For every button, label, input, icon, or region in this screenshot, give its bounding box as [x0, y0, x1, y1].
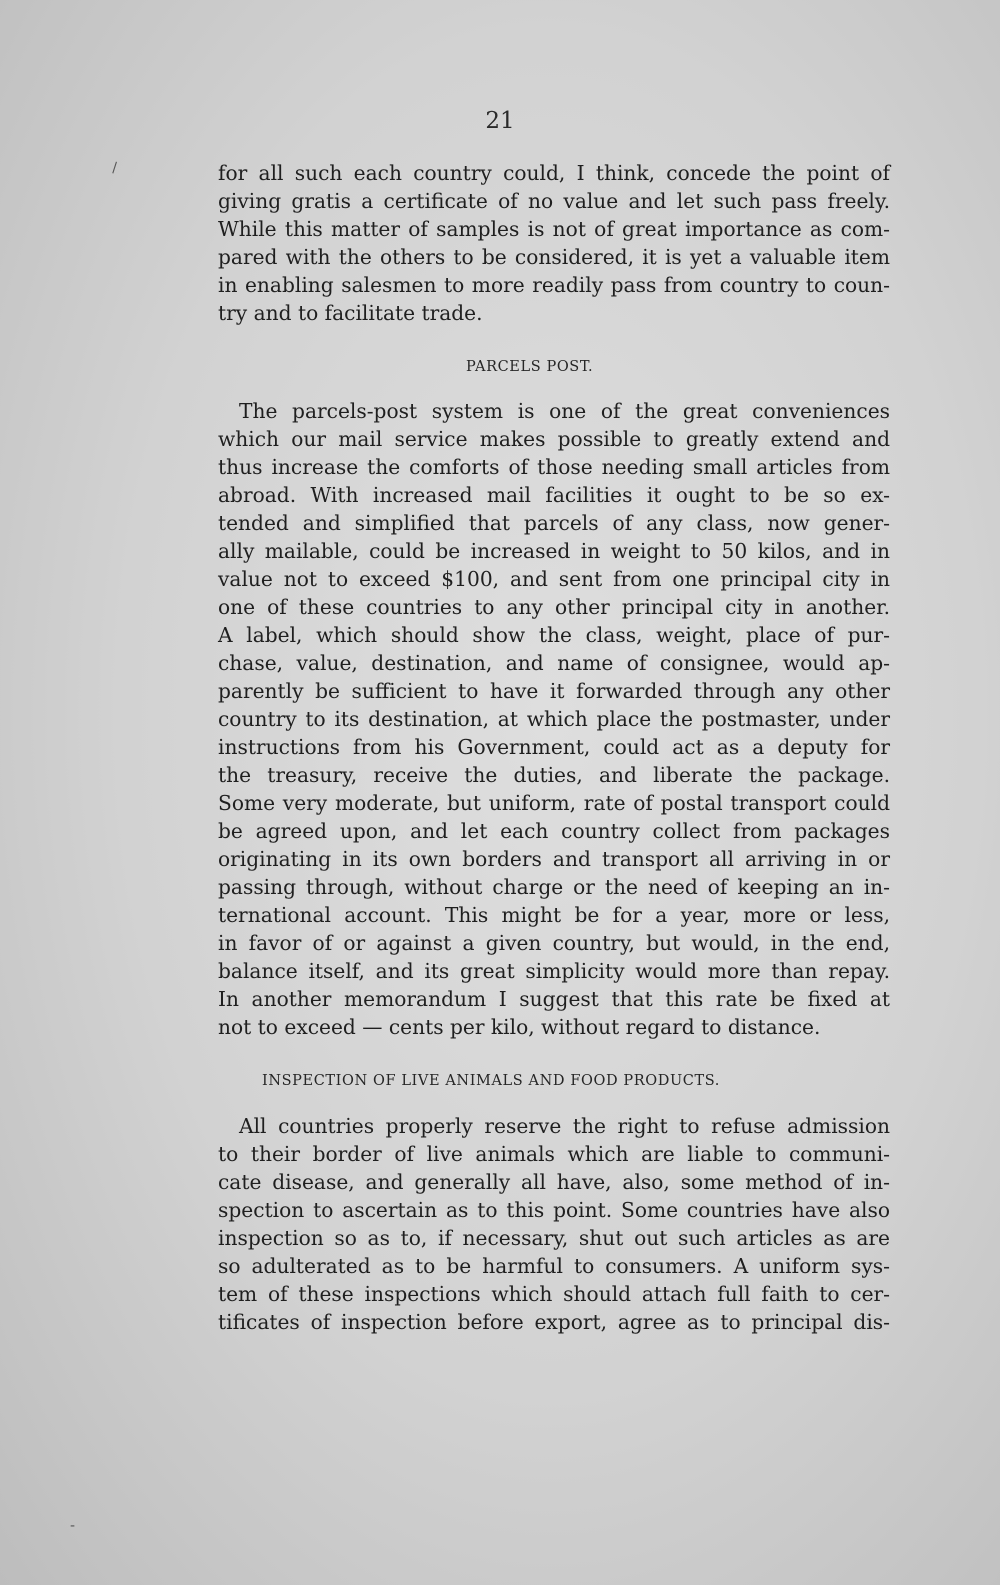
text-line: which our mail service makes possible to greatly extend and [218, 427, 890, 451]
text-line: passing through, without charge or the need of keeping an in- [218, 875, 890, 899]
text-line: in enabling salesmen to more readily pass from country to coun- [218, 273, 890, 297]
text-line: abroad. With increased mail facilities it ought to be so ex- [218, 483, 890, 507]
text-line: chase, value, destination, and name of consignee, would ap- [218, 651, 890, 675]
text-line: to their border of live animals which are liable to communi- [218, 1142, 890, 1166]
section-heading-parcels-post: PARCELS POST. [466, 359, 594, 375]
page-number: 21 [485, 108, 515, 134]
margin-mark: - [70, 1518, 76, 1534]
text-line: be agreed upon, and let each country collect from packages [218, 819, 890, 843]
text-line: the treasury, receive the duties, and liberate the package. [218, 763, 890, 787]
text-line: cate disease, and generally all have, also, some method of in- [218, 1170, 890, 1194]
text-line: so adulterated as to be harmful to consumers. A uniform sys- [218, 1254, 890, 1278]
text-line: ally mailable, could be increased in weight to 50 kilos, and in [218, 539, 890, 563]
text-line: not to exceed — cents per kilo, without regard to distance. [218, 1015, 821, 1039]
text-line: try and to facilitate trade. [218, 301, 483, 325]
text-line: originating in its own borders and transport all arriving in or [218, 847, 890, 871]
text-line: All countries properly reserve the right to refuse admission [239, 1114, 890, 1138]
text-line: value not to exceed $100, and sent from one principal city in [218, 567, 890, 591]
text-line: inspection so as to, if necessary, shut out such articles as are [218, 1226, 890, 1250]
text-line: ternational account. This might be for a year, more or less, [218, 903, 890, 927]
margin-mark: \ [107, 160, 121, 176]
text-line: country to its destination, at which place the postmaster, under [218, 707, 890, 731]
text-line: While this matter of samples is not of great importance as com- [218, 217, 890, 241]
text-line: tem of these inspections which should attach full faith to cer- [218, 1282, 890, 1306]
text-line: giving gratis a certificate of no value and let such pass freely. [218, 189, 890, 213]
text-line: in favor of or against a given country, but would, in the end, [218, 931, 890, 955]
text-line: one of these countries to any other principal city in another. [218, 595, 890, 619]
text-line: A label, which should show the class, weight, place of pur- [218, 623, 890, 647]
text-line: spection to ascertain as to this point. Some countries have also [218, 1198, 890, 1222]
text-line: instructions from his Government, could act as a deputy for [218, 735, 890, 759]
text-line: balance itself, and its great simplicity would more than repay. [218, 959, 890, 983]
text-line: The parcels-post system is one of the great conveniences [239, 399, 890, 423]
text-line: In another memorandum I suggest that this rate be fixed at [218, 987, 890, 1011]
text-line: for all such each country could, I think, concede the point of [218, 161, 890, 185]
text-line: tended and simplified that parcels of any class, now gener- [218, 511, 890, 535]
section-heading-inspection: INSPECTION OF LIVE ANIMALS AND FOOD PRODUCTS. [262, 1073, 720, 1089]
text-line: pared with the others to be considered, it is yet a valuable item [218, 245, 890, 269]
text-line: thus increase the comforts of those needing small articles from [218, 455, 890, 479]
text-line: parently be sufficient to have it forwarded through any other [218, 679, 890, 703]
text-line: Some very moderate, but uniform, rate of postal transport could [218, 791, 890, 815]
text-line: tificates of inspection before export, agree as to principal dis- [218, 1310, 890, 1334]
